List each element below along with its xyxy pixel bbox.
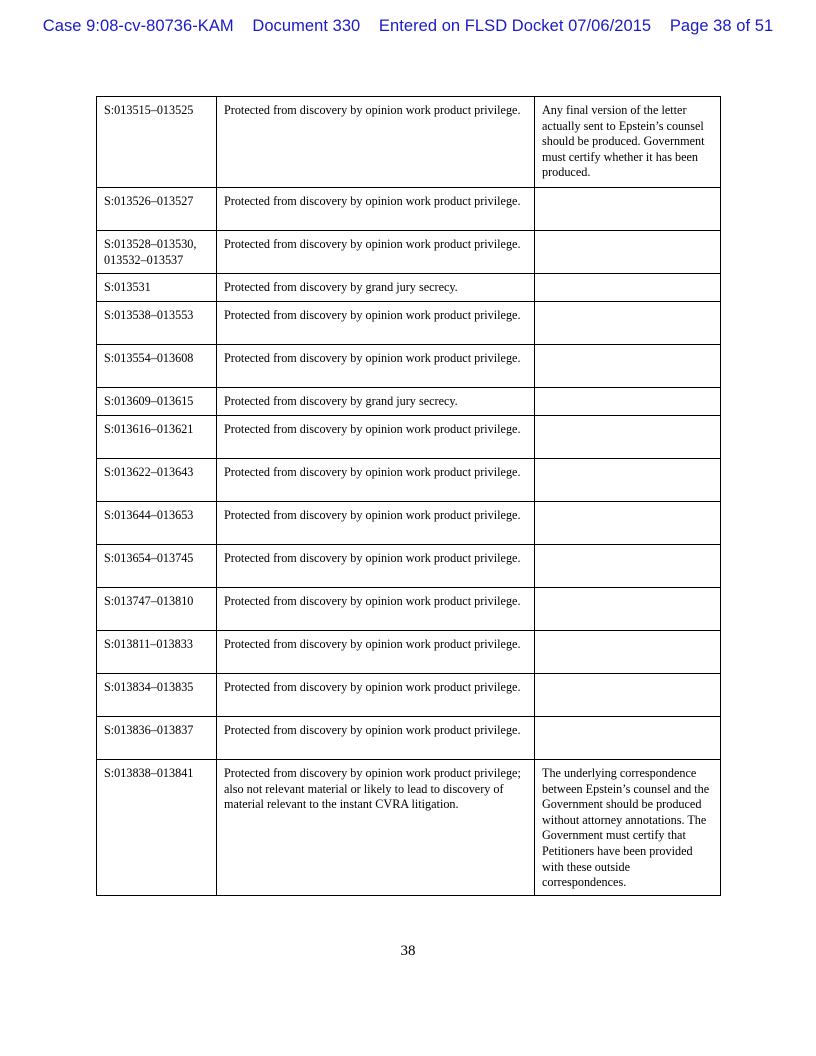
ruling-cell	[535, 588, 721, 631]
bates-range-cell: S:013747–013810	[97, 588, 217, 631]
table-row	[97, 459, 721, 502]
ruling-cell: Any final version of the letter actually sent to Epstein’s counsel should be produced. Government must certify whether it has been produced.	[535, 97, 721, 188]
privilege-basis-cell: Protected from discovery by opinion work product privilege.	[217, 631, 535, 674]
ruling-cell	[535, 188, 721, 231]
ruling-cell	[535, 545, 721, 588]
ruling-cell	[535, 717, 721, 760]
table-row	[97, 502, 721, 545]
bates-range-cell: S:013622–013643	[97, 459, 217, 502]
privilege-basis-cell: Protected from discovery by opinion work product privilege.	[217, 188, 535, 231]
bates-range-cell: S:013554–013608	[97, 345, 217, 388]
privilege-basis-cell: Protected from discovery by opinion work product privilege.	[217, 502, 535, 545]
table-row	[97, 97, 721, 188]
privilege-basis-cell: Protected from discovery by opinion work product privilege.	[217, 545, 535, 588]
document-number: Document 330	[252, 17, 361, 35]
privilege-basis-cell: Protected from discovery by grand jury secrecy.	[217, 388, 535, 416]
ruling-cell	[535, 502, 721, 545]
bates-range-cell: S:013834–013835	[97, 674, 217, 717]
table-row	[97, 345, 721, 388]
ruling-cell: The underlying correspondence between Epstein’s counsel and the Government should be produced without attorney annotations. The Government must certify that Petitioners have been provided with these outside correspondences.	[535, 760, 721, 896]
table-row	[97, 717, 721, 760]
privilege-basis-cell: Protected from discovery by opinion work product privilege; also not relevant material or likely to lead to discovery of material relevant to the instant CVRA litigation.	[217, 760, 535, 896]
privilege-basis-cell: Protected from discovery by grand jury secrecy.	[217, 274, 535, 302]
bates-range-cell: S:013811–013833	[97, 631, 217, 674]
bates-range-cell: S:013515–013525	[97, 97, 217, 188]
table-row	[97, 588, 721, 631]
privilege-basis-cell: Protected from discovery by opinion work product privilege.	[217, 345, 535, 388]
bates-range-cell: S:013836–013837	[97, 717, 217, 760]
bates-range-cell: S:013526–013527	[97, 188, 217, 231]
privilege-basis-cell: Protected from discovery by opinion work product privilege.	[217, 717, 535, 760]
page-number: 38	[400, 943, 416, 959]
bates-range-cell: S:013644–013653	[97, 502, 217, 545]
ruling-cell	[535, 416, 721, 459]
ruling-cell	[535, 459, 721, 502]
ruling-cell	[535, 274, 721, 302]
bates-range-cell: S:013528–013530, 013532–013537	[97, 231, 217, 274]
ruling-cell	[535, 674, 721, 717]
bates-range-cell: S:013654–013745	[97, 545, 217, 588]
table-row	[97, 760, 721, 896]
privilege-basis-cell: Protected from discovery by opinion work product privilege.	[217, 302, 535, 345]
case-number: Case 9:08-cv-80736-KAM	[42, 17, 234, 35]
ruling-cell	[535, 302, 721, 345]
privilege-log-table	[96, 96, 721, 896]
privilege-basis-cell: Protected from discovery by opinion work product privilege.	[217, 416, 535, 459]
bates-range-cell: S:013616–013621	[97, 416, 217, 459]
table-row	[97, 302, 721, 345]
table-row	[97, 188, 721, 231]
page-indicator: Page 38 of 51	[669, 17, 774, 35]
privilege-basis-cell: Protected from discovery by opinion work product privilege.	[217, 231, 535, 274]
table-row	[97, 416, 721, 459]
table-row	[97, 631, 721, 674]
bates-range-cell: S:013609–013615	[97, 388, 217, 416]
privilege-basis-cell: Protected from discovery by opinion work product privilege.	[217, 97, 535, 188]
table-row	[97, 231, 721, 274]
docket-header	[0, 17, 816, 36]
bates-range-cell: S:013838–013841	[97, 760, 217, 896]
table-row	[97, 274, 721, 302]
docket-entry-date: Entered on FLSD Docket 07/06/2015	[378, 17, 652, 35]
privilege-basis-cell: Protected from discovery by opinion work product privilege.	[217, 588, 535, 631]
ruling-cell	[535, 388, 721, 416]
bates-range-cell: S:013538–013553	[97, 302, 217, 345]
privilege-basis-cell: Protected from discovery by opinion work product privilege.	[217, 674, 535, 717]
bates-range-cell: S:013531	[97, 274, 217, 302]
ruling-cell	[535, 345, 721, 388]
privilege-basis-cell: Protected from discovery by opinion work product privilege.	[217, 459, 535, 502]
ruling-cell	[535, 631, 721, 674]
table-row	[97, 388, 721, 416]
ruling-cell	[535, 231, 721, 274]
table-row	[97, 674, 721, 717]
table-row	[97, 545, 721, 588]
